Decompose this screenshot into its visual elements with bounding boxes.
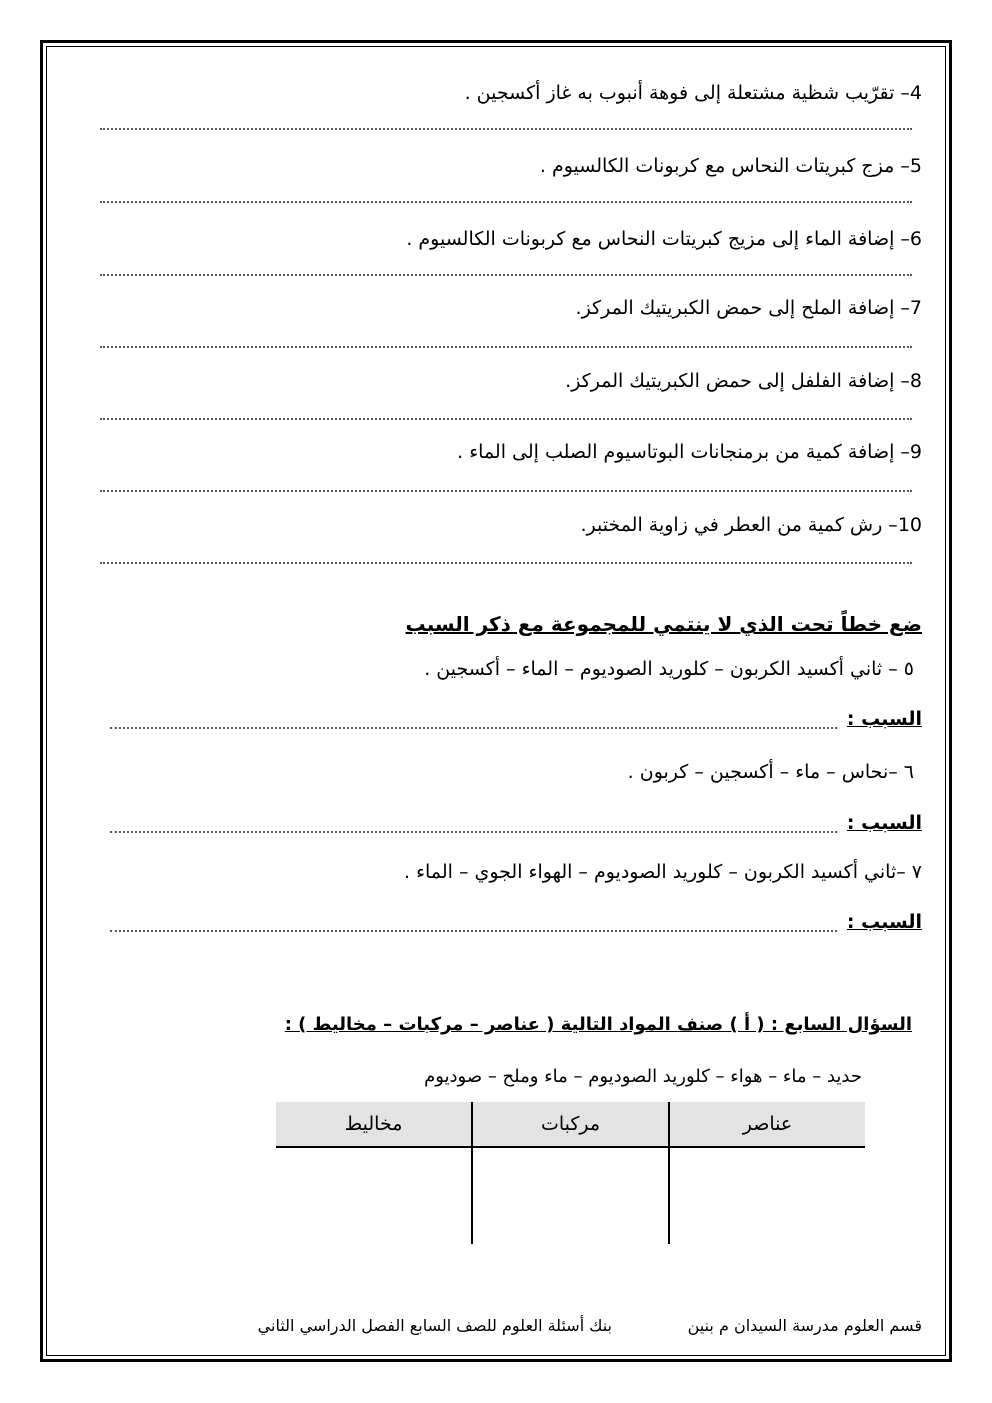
question-7 xyxy=(576,297,922,319)
group-number: ٦ xyxy=(903,761,914,783)
reason-line[interactable] xyxy=(110,930,837,932)
reason-label: السبب : xyxy=(846,708,922,730)
classification-table xyxy=(276,1102,865,1244)
question-number: 10 xyxy=(897,514,922,536)
cell-compounds[interactable] xyxy=(473,1148,670,1244)
section-heading: ضع خطاً تحت الذي لا ينتمي للمجموعة مع ذكر السبب xyxy=(405,612,922,636)
reason-row[interactable] xyxy=(110,911,922,937)
materials-list: حديد – ماء – هواء – كلوريد الصوديوم – ماء وملح – صوديوم xyxy=(424,1066,862,1087)
question-number: 6 xyxy=(909,228,922,250)
question-5 xyxy=(540,155,922,177)
question-number: 7 xyxy=(909,297,922,319)
reason-row[interactable] xyxy=(110,708,922,734)
question-text: – مزج كبريتات النحاس مع كربونات الكالسيوم . xyxy=(539,155,910,177)
group-text: – ثاني أكسيد الكربون – كلوريد الصوديوم – الماء – أكسجين . xyxy=(424,658,904,680)
question-number: 8 xyxy=(909,370,922,392)
column-mixtures: مخاليط xyxy=(276,1102,473,1146)
question-text: – إضافة الفلفل إلى حمض الكبريتيك المركز. xyxy=(565,370,910,392)
question-number: 5 xyxy=(909,155,922,177)
question-text: – رش كمية من العطر في زاوية المختبر. xyxy=(580,514,898,536)
question-number: 9 xyxy=(909,441,922,463)
question-8 xyxy=(565,370,922,392)
column-compounds: مركبات xyxy=(473,1102,670,1146)
footer-department: قسم العلوم مدرسة السيدان م بنين xyxy=(687,1316,922,1335)
group-6 xyxy=(628,761,914,783)
answer-line[interactable] xyxy=(100,418,912,420)
answer-line[interactable] xyxy=(100,562,912,564)
question-10 xyxy=(580,514,922,536)
answer-line[interactable] xyxy=(100,274,912,276)
question-6 xyxy=(406,228,922,250)
question-text: – تقرّيب شظية مشتعلة إلى فوهة أنبوب به غاز أكسجين . xyxy=(464,82,910,104)
group-text: –ثاني أكسيد الكربون – كلوريد الصوديوم – الهواء الجوي – الماء . xyxy=(404,861,912,883)
classification-title: السؤال السابع : ( أ ) صنف المواد التالية ( عناصر – مركبات – مخاليط ) : xyxy=(284,1014,912,1035)
reason-line[interactable] xyxy=(110,727,837,729)
cell-mixtures[interactable] xyxy=(276,1148,473,1244)
table-row xyxy=(276,1148,865,1244)
group-number: ٧ xyxy=(911,861,922,883)
question-9 xyxy=(457,441,922,463)
reason-line[interactable] xyxy=(110,831,837,833)
answer-line[interactable] xyxy=(100,346,912,348)
answer-line[interactable] xyxy=(100,490,912,492)
cell-elements[interactable] xyxy=(670,1148,865,1244)
reason-label: السبب : xyxy=(846,812,922,834)
group-text: –نحاس – ماء – أكسجين – كربون . xyxy=(627,761,904,783)
reason-row[interactable] xyxy=(110,812,922,838)
group-5 xyxy=(424,658,914,680)
footer-title: بنك أسئلة العلوم للصف السابع الفصل الدراسي الثاني xyxy=(257,1316,612,1335)
question-text: – إضافة الملح إلى حمض الكبريتيك المركز. xyxy=(575,297,910,319)
reason-label: السبب : xyxy=(846,911,922,933)
group-7 xyxy=(404,861,922,883)
answer-line[interactable] xyxy=(100,128,912,130)
answer-line[interactable] xyxy=(100,201,912,203)
table-header xyxy=(276,1102,865,1148)
question-4 xyxy=(465,82,922,104)
question-text: – إضافة كمية من برمنجانات البوتاسيوم الصلب إلى الماء . xyxy=(457,441,910,463)
column-elements: عناصر xyxy=(742,1113,793,1135)
question-number: 4 xyxy=(909,82,922,104)
question-text: – إضافة الماء إلى مزيج كبريتات النحاس مع كربونات الكالسيوم . xyxy=(406,228,910,250)
group-number: ٥ xyxy=(903,658,914,680)
